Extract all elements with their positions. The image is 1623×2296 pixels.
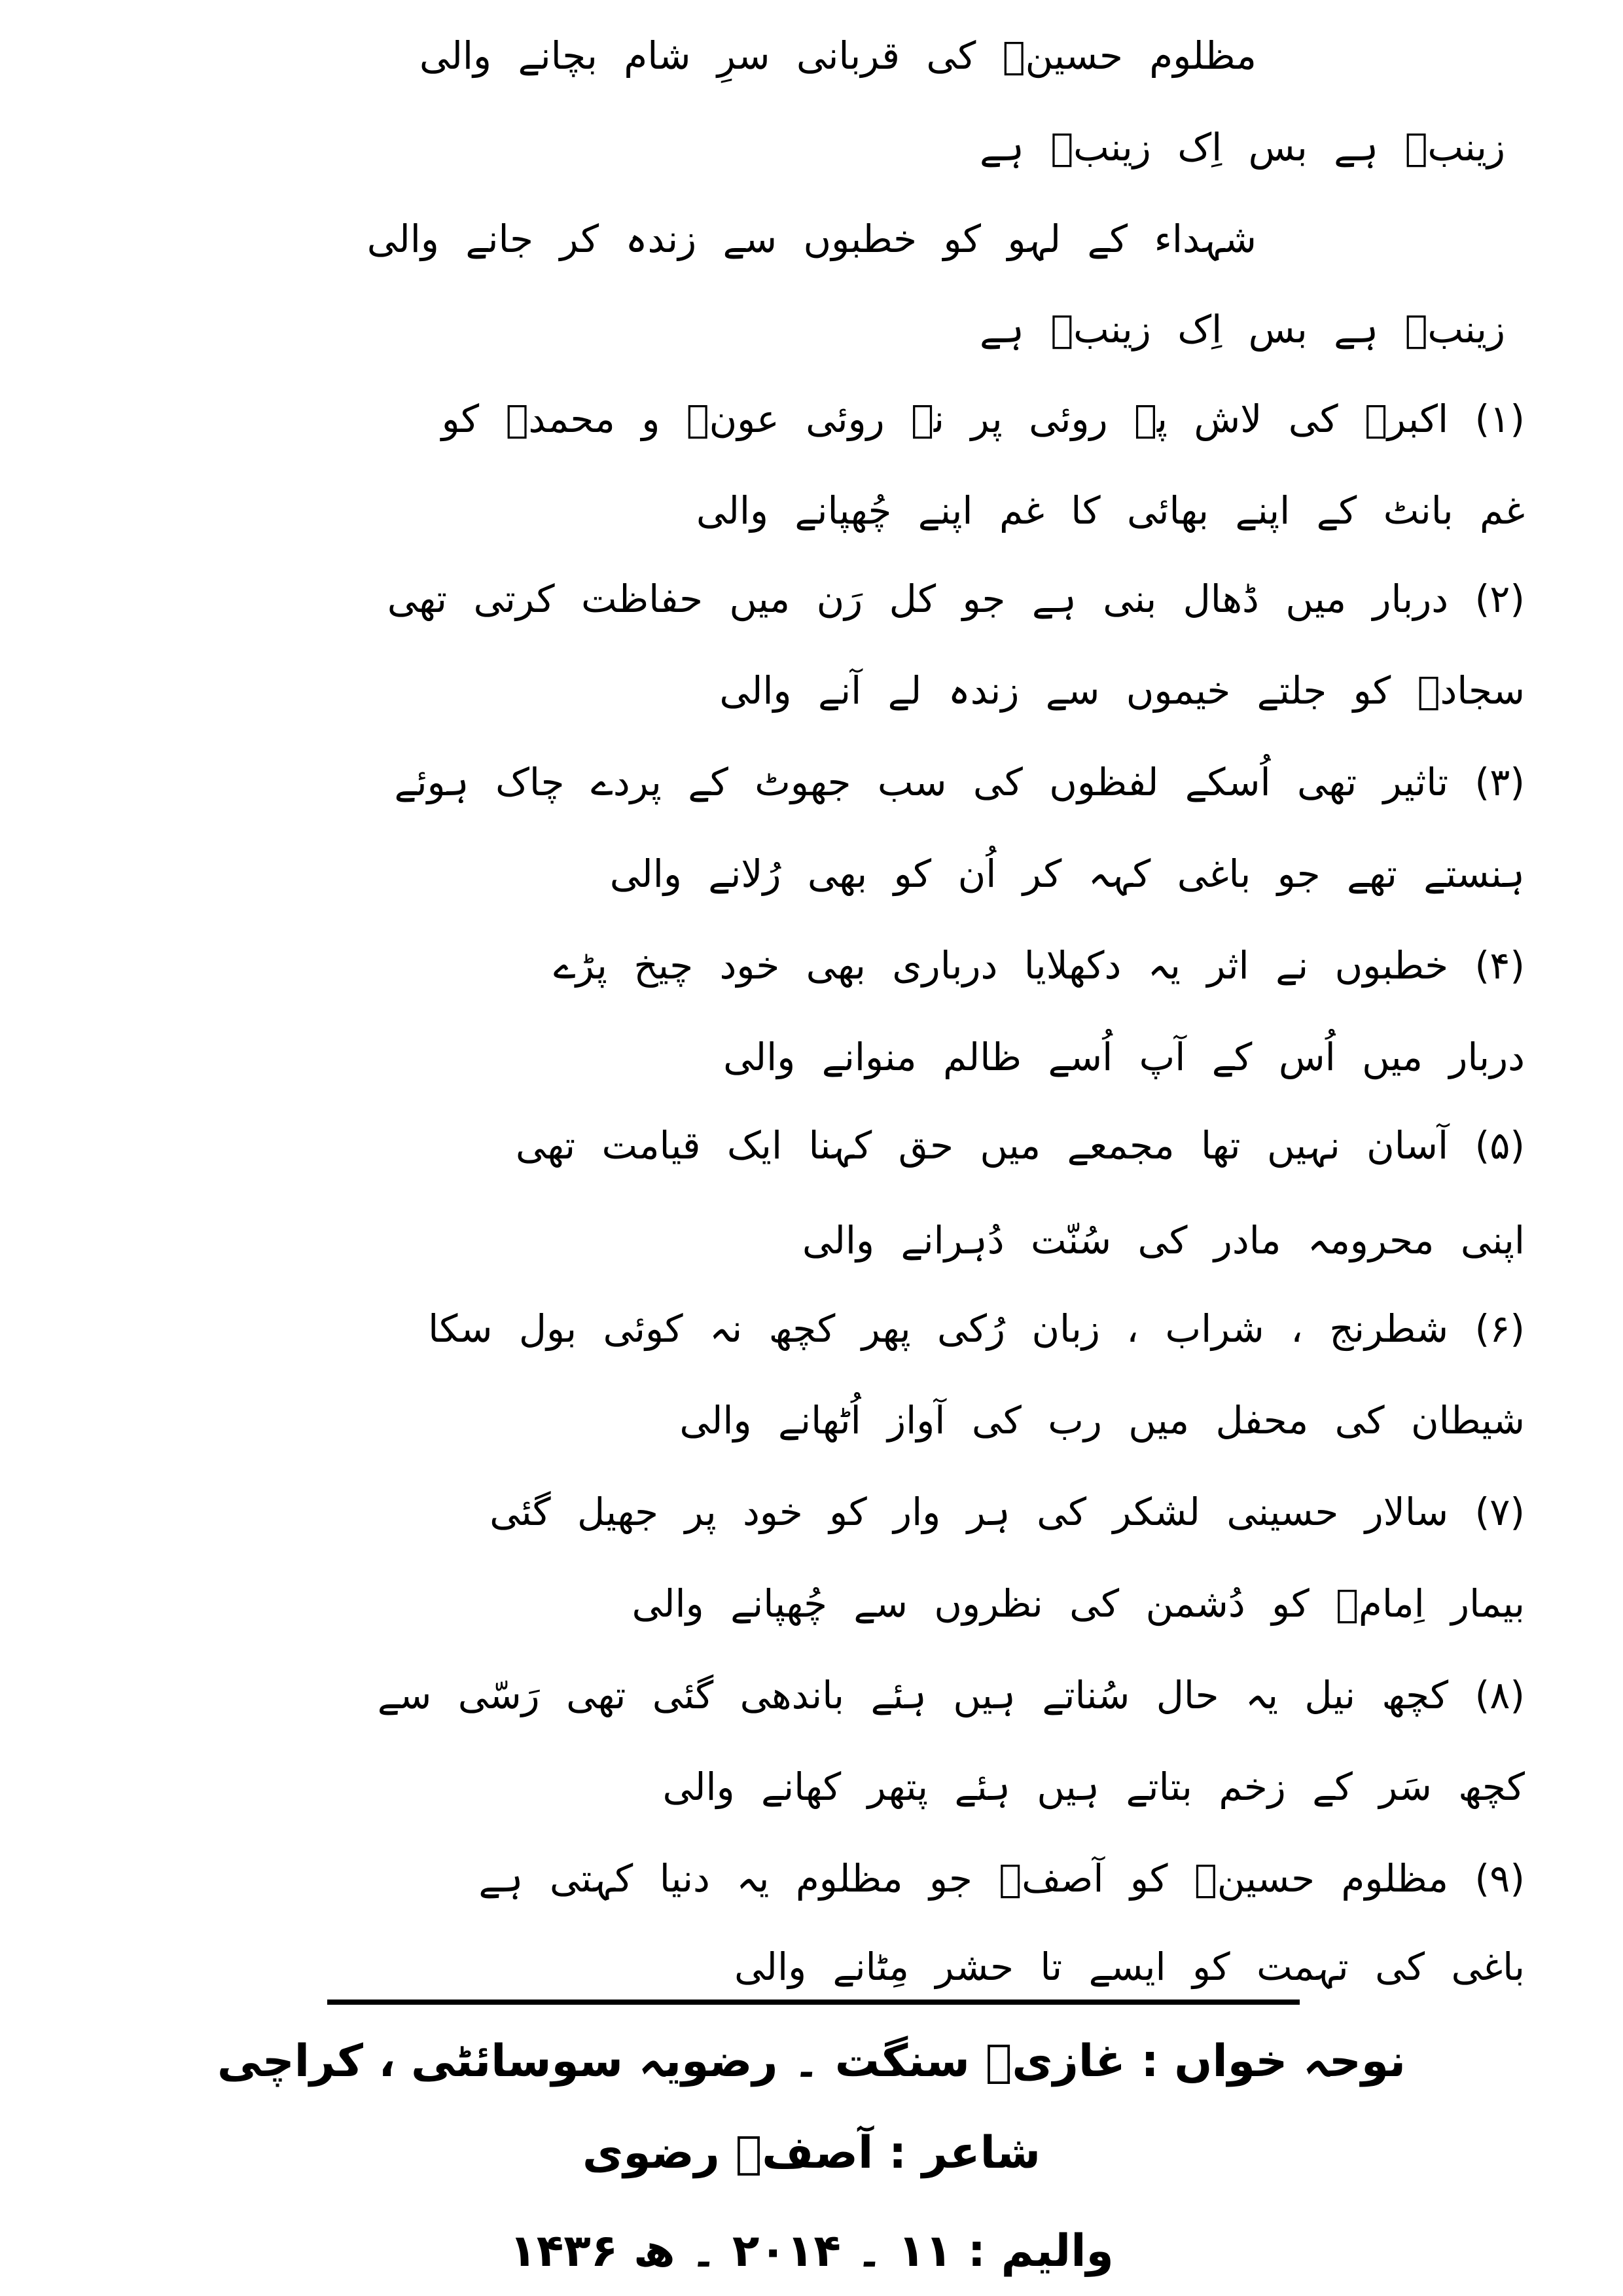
stanza-5-line-1: (۵) آسان نہیں تھا مجمعے میں حق کہنا ایک قیامت تھی (515, 1123, 1525, 1168)
chorus-line-3: شہداء کے لہو کو خطبوں سے زندہ کر جانے والی (366, 217, 1257, 261)
stanza-4-line-2: دربار میں اُس کے آپ اُسے ظالم منوانے والی (723, 1035, 1525, 1079)
stanza-2-line-1: (۲) دربار میں ڈھال بنی ہے جو کل رَن میں حفاظت کرتی تھی (387, 577, 1525, 621)
stanza-6-line-2: شیطان کی محفل میں رب کی آواز اُٹھانے والی (679, 1398, 1525, 1443)
stanza-1-line-1: (۱) اکبرؑ کی لاش پہ روئی پر نہ روئی عونؑ و محمدؑ کو (441, 397, 1525, 441)
stanza-3-line-1: (۳) تاثیر تھی اُسکے لفظوں کی سب جھوٹ کے پردے چاک ہوئے (394, 760, 1525, 804)
reciters-credit: نوحہ خواں : غازیؑ سنگت ۔ رضویہ سوسائٹی ، کراچی (217, 2036, 1406, 2087)
chorus-line-4: زینبؑ ہے بس اِک زینبؑ ہے (979, 307, 1505, 351)
stanza-9-line-2: باغی کی تہمت کو ایسے تا حشر مِٹانے والی (734, 1945, 1525, 1989)
stanza-3-line-2: ہنستے تھے جو باغی کہہ کر اُن کو بھی رُلانے والی (609, 852, 1525, 896)
chorus-line-1: مظلوم حسینؑ کی قربانی سرِ شام بچانے والی (419, 33, 1257, 78)
stanza-4-line-1: (۴) خطبوں نے اثر یہ دکھلایا درباری بھی خود چیخ پڑے (553, 943, 1525, 988)
poet-credit: شاعر : آصفؔ رضوی (582, 2127, 1041, 2179)
stanza-7-line-1: (۷) سالار حسینی لشکر کی ہر وار کو خود پر جھیل گئی (490, 1490, 1525, 1534)
stanza-9-line-1: (۹) مظلوم حسینؑ کو آصفؔ جو مظلوم یہ دنیا کہتی ہے (478, 1856, 1525, 1901)
footer-divider (327, 2000, 1300, 2005)
stanza-2-line-2: سجادؑ کو جلتے خیموں سے زندہ لے آنے والی (719, 668, 1525, 713)
volume-credit: والیم : ۱۱ ۔ ۲۰۱۴ ۔ ھ ۱۴۳۶ (509, 2225, 1114, 2277)
stanza-5-line-2: اپنی محرومہ مادر کی سُنّت دُہرانے والی (802, 1218, 1525, 1263)
stanza-6-line-1: (۶) شطرنج ، شراب ، زبان رُکی پھر کچھ نہ کوئی بول سکا (428, 1306, 1525, 1351)
chorus-line-2: زینبؑ ہے بس اِک زینبؑ ہے (979, 125, 1505, 170)
stanza-7-line-2: بیمار اِمامؑ کو دُشمن کی نظروں سے چُھپانے والی (632, 1581, 1525, 1626)
stanza-1-line-2: غم بانٹ کے اپنے بھائی کا غم اپنے چُھپانے والی (696, 488, 1525, 533)
stanza-8-line-1: (۸) کچھ نیل یہ حال سُناتے ہیں ہئے باندھی گئی تھی رَسّی سے (377, 1673, 1525, 1717)
stanza-8-line-2: کچھ سَر کے زخم بتاتے ہیں ہئے پتھر کھانے والی (662, 1765, 1525, 1809)
